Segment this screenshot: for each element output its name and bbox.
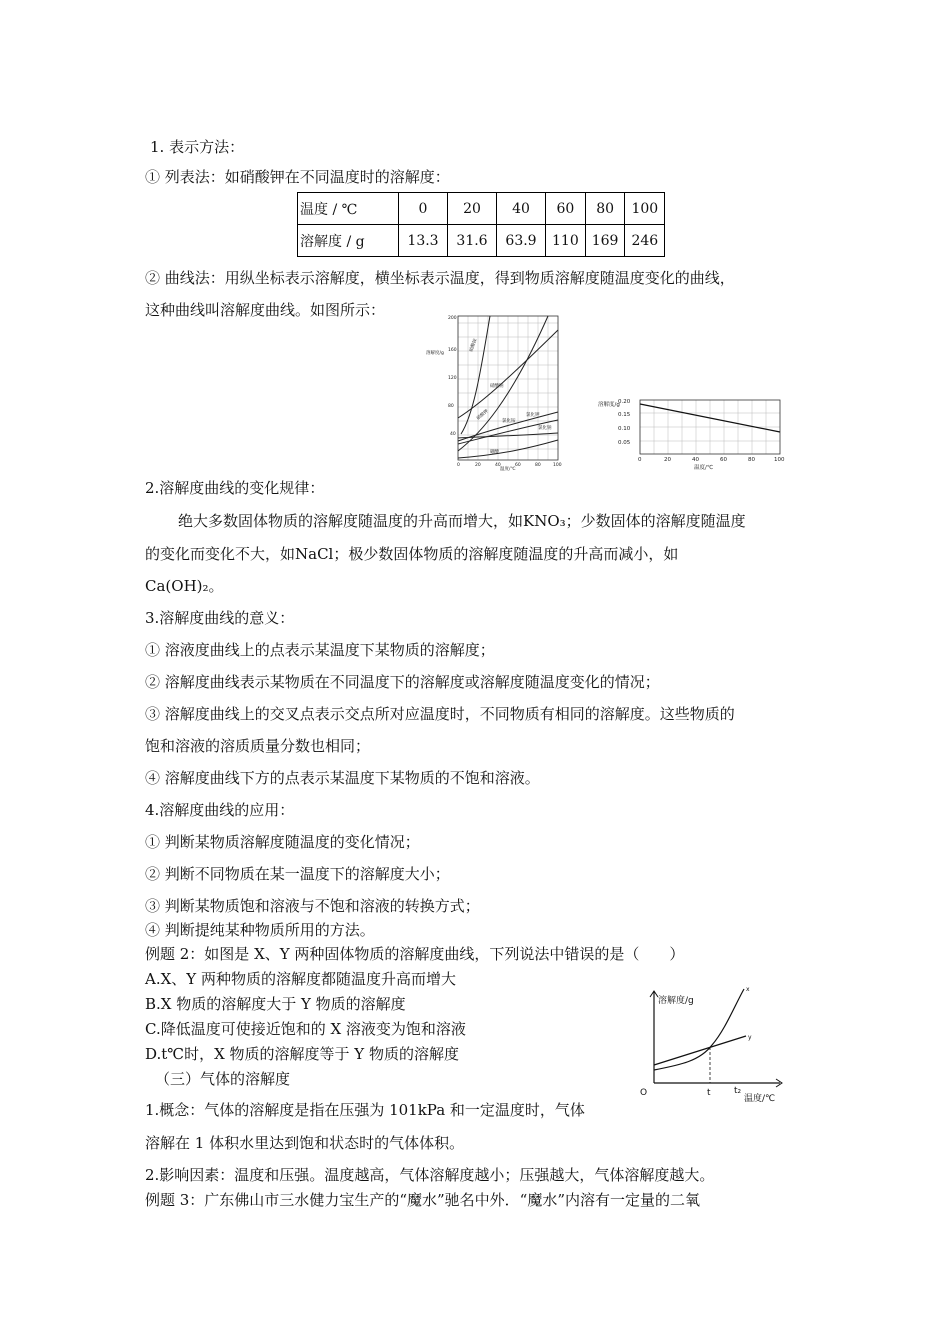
x-axis-label: 温度/℃ [744,1094,776,1104]
x-tick: 60 [720,457,727,463]
origin-label: O [640,1088,648,1098]
x-tick: 80 [748,457,755,463]
y-tick: 120 [448,376,457,381]
table-cell: 63.9 [497,225,546,257]
curve-method-text: ② 曲线法：用纵坐标表示溶解度，横坐标表示温度，得到物质溶解度随温度变化的曲线， [145,269,735,287]
y-tick: 200 [448,316,457,321]
curve-x-label: x [746,986,750,993]
gas-factors-text: 2.影响因素：温度和压强。温度越高，气体溶解度越小；压强越大，气体溶解度越大。 [145,1166,715,1184]
y-axis-label: 溶解度/g [658,996,694,1006]
gas-concept-text: 1.概念：气体的溶解度是指在压强为 101kPa 和一定温度时，气体 [145,1101,585,1119]
x-tick: 100 [553,463,562,468]
section4-heading: 4.溶解度曲线的应用： [145,801,295,819]
t2-label: t₂ [734,1086,742,1096]
section4-item: ② 判断不同物质在某一温度下的溶解度大小； [145,865,450,883]
y-tick: 80 [448,404,454,409]
section4-item: ③ 判断某物质饱和溶液与不饱和溶液的转换方式； [145,897,480,915]
section2-heading: 2.溶解度曲线的变化规律： [145,479,325,497]
table-cell: 20 [448,193,497,225]
y-tick: 0.05 [618,440,631,446]
example3-text: 例题 3：广东佛山市三水健力宝生产的“魔水”驰名中外．“魔水”内溶有一定量的二氧 [145,1191,700,1209]
curve-y-label: y [748,1034,752,1041]
table-cell: 80 [585,193,625,225]
table-cell: 100 [625,193,665,225]
x-tick: 20 [475,463,481,468]
table-cell: 40 [497,193,546,225]
section3-item: ② 溶解度曲线表示某物质在不同温度下的溶解度或溶解度随温度变化的情况； [145,673,660,691]
x-tick: 60 [515,463,521,468]
gas-section-heading: （三）气体的溶解度 [155,1070,291,1088]
y-tick: 40 [450,432,456,437]
y-tick: 160 [448,348,457,353]
table-row [298,193,665,225]
y-tick: 0.15 [618,412,631,418]
section3-item: ④ 溶解度曲线下方的点表示某温度下某物质的不饱和溶液。 [145,769,540,787]
x-tick: 80 [535,463,541,468]
section2-paragraph-2: 的变化而变化不大，如NaCl；极少数固体物质的溶解度随温度的升高而减小，如 [145,545,679,563]
curve-label: 硝酸钠 [490,384,504,389]
table-cell: 温度 / ℃ [298,193,399,225]
example2-option-a: A.X、Y 两种物质的溶解度都随温度升高而增大 [145,970,456,988]
table-cell: 0 [399,193,448,225]
x-tick: 20 [664,457,671,463]
curve-label: 硼酸 [490,450,499,455]
y-axis-label: 溶解度/g [598,402,620,408]
section1-heading: 1. 表示方法： [150,138,245,156]
y-tick: 0.20 [618,399,631,405]
x-tick: 0 [457,463,460,468]
y-axis-label: 溶解度/g [426,351,444,356]
example2-question: 例题 2：如图是 X、Y 两种固体物质的溶解度曲线，下列说法中错误的是（ ） [145,945,685,963]
section2-paragraph: 绝大多数固体物质的溶解度随温度的升高而增大，如KNO₃；少数固体的溶解度随温度 [178,512,746,530]
curve-y [654,1036,746,1065]
table-cell: 246 [625,225,665,257]
curve-label: 氯化铵 [502,419,516,424]
section2-paragraph-3: Ca(OH)₂。 [145,577,224,595]
curve-label: 氯化钾 [526,413,540,418]
y-tick: 0.10 [618,426,631,432]
table-cell: 31.6 [448,225,497,257]
calcium-hydroxide-curve-figure [598,396,786,470]
example2-option-c: C.降低温度可使接近饱和的 X 溶液变为饱和溶液 [145,1020,466,1038]
section3-item: ① 溶液度曲线上的点表示某温度下某物质的溶解度； [145,641,495,659]
section4-item: ① 判断某物质溶解度随温度的变化情况； [145,833,420,851]
table-method-text: ① 列表法：如硝酸钾在不同温度时的溶解度： [145,168,450,186]
example2-option-d: D.t℃时，X 物质的溶解度等于 Y 物质的溶解度 [145,1045,459,1063]
x-tick: 0 [638,457,642,463]
table-cell: 溶解度 / g [298,225,399,257]
solubility-table [297,192,665,257]
example2-option-b: B.X 物质的溶解度大于 Y 物质的溶解度 [145,995,406,1013]
x-tick: 40 [692,457,699,463]
curve-ammonium-nitrate [461,316,490,434]
table-cell: 60 [546,193,586,225]
x-axis-label: 温度/℃ [500,467,516,472]
x-tick: 100 [774,457,785,463]
x-tick: 40 [495,463,501,468]
solubility-curve-figure [420,312,560,470]
table-cell: 169 [585,225,625,257]
section3-item: 饱和溶液的溶质质量分数也相同； [145,737,371,755]
curve-label: 氯化钠 [538,426,552,431]
table-cell: 13.3 [399,225,448,257]
curve-label: 硝酸铵 [469,338,479,353]
table-cell: 110 [546,225,586,257]
x-axis-label: 温度/℃ [694,465,714,471]
table-row [298,225,665,257]
section3-item: ③ 溶解度曲线上的交叉点表示交点所对应温度时，不同物质有相同的溶解度。这些物质的 [145,705,735,723]
curve-method-text-2: 这种曲线叫溶解度曲线。如图所示： [145,301,386,319]
curve-label: 硝酸钾 [476,409,490,422]
section3-heading: 3.溶解度曲线的意义： [145,609,295,627]
gas-concept-text-2: 溶解在 1 体积水里达到饱和状态时的气体体积。 [145,1134,465,1152]
xy-solubility-figure [640,985,790,1103]
t-label: t [707,1088,711,1098]
section4-item: ④ 判断提纯某种物质所用的方法。 [145,921,375,939]
